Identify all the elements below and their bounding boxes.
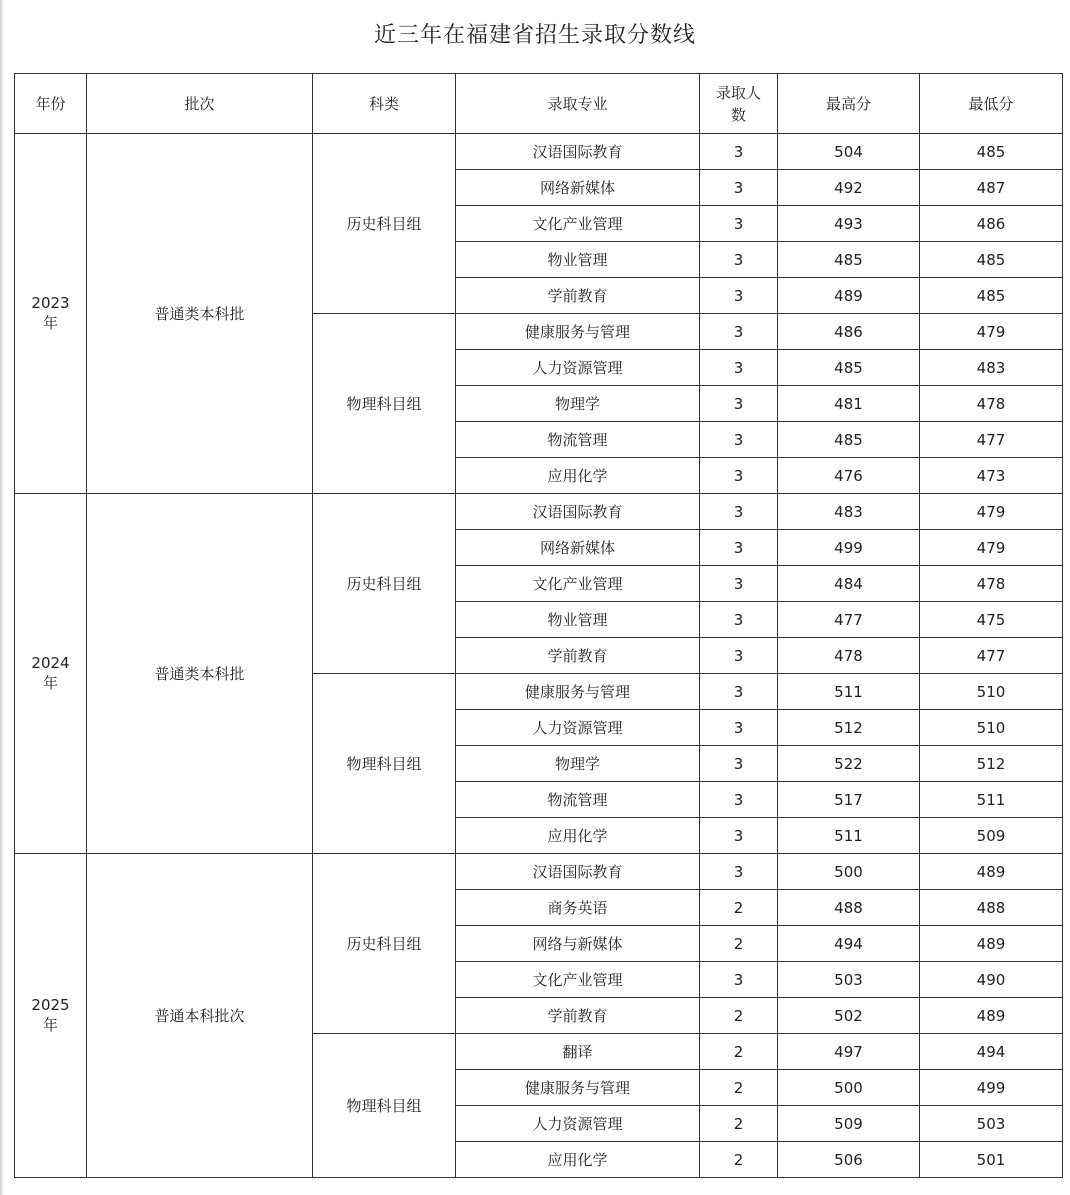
table-row — [15, 494, 1063, 530]
max-score-cell: 485 — [778, 242, 920, 278]
header-min-score: 最低分 — [920, 74, 1063, 134]
count-cell: 3 — [700, 278, 778, 314]
min-score-cell: 510 — [920, 710, 1063, 746]
count-cell: 3 — [700, 350, 778, 386]
header-batch: 批次 — [87, 74, 313, 134]
min-score-cell: 485 — [920, 134, 1063, 170]
min-score-cell: 511 — [920, 782, 1063, 818]
max-score-cell: 492 — [778, 170, 920, 206]
max-score-cell: 485 — [778, 422, 920, 458]
major-cell: 物理学 — [456, 386, 700, 422]
min-score-cell: 478 — [920, 386, 1063, 422]
min-score-cell: 488 — [920, 890, 1063, 926]
max-score-cell: 503 — [778, 962, 920, 998]
major-cell: 健康服务与管理 — [456, 1070, 700, 1106]
count-cell: 3 — [700, 458, 778, 494]
min-score-cell: 490 — [920, 962, 1063, 998]
category-cell: 物理科目组 — [313, 1034, 456, 1178]
min-score-cell: 475 — [920, 602, 1063, 638]
header-year: 年份 — [15, 74, 87, 134]
page-edge-shadow — [0, 0, 3, 1195]
count-cell: 3 — [700, 134, 778, 170]
table-body — [15, 134, 1063, 1178]
min-score-cell: 485 — [920, 278, 1063, 314]
major-cell: 翻译 — [456, 1034, 700, 1070]
major-cell: 网络新媒体 — [456, 530, 700, 566]
max-score-cell: 488 — [778, 890, 920, 926]
table-header-row — [15, 74, 1063, 134]
count-cell: 3 — [700, 386, 778, 422]
year-cell: 2025 年 — [15, 854, 87, 1178]
batch-cell: 普通类本科批 — [87, 494, 313, 854]
header-category: 科类 — [313, 74, 456, 134]
count-cell: 3 — [700, 818, 778, 854]
max-score-cell: 476 — [778, 458, 920, 494]
category-cell: 历史科目组 — [313, 854, 456, 1034]
major-cell: 文化产业管理 — [456, 962, 700, 998]
max-score-cell: 499 — [778, 530, 920, 566]
category-cell: 物理科目组 — [313, 314, 456, 494]
major-cell: 应用化学 — [456, 818, 700, 854]
table-row — [15, 854, 1063, 890]
count-cell: 3 — [700, 242, 778, 278]
year-cell: 2024 年 — [15, 494, 87, 854]
count-cell: 2 — [700, 998, 778, 1034]
max-score-cell: 486 — [778, 314, 920, 350]
max-score-cell: 494 — [778, 926, 920, 962]
min-score-cell: 489 — [920, 998, 1063, 1034]
count-cell: 2 — [700, 926, 778, 962]
batch-cell: 普通类本科批 — [87, 134, 313, 494]
max-score-cell: 504 — [778, 134, 920, 170]
count-cell: 3 — [700, 746, 778, 782]
table-row — [15, 134, 1063, 170]
major-cell: 汉语国际教育 — [456, 854, 700, 890]
major-cell: 物流管理 — [456, 782, 700, 818]
min-score-cell: 489 — [920, 926, 1063, 962]
major-cell: 学前教育 — [456, 278, 700, 314]
min-score-cell: 478 — [920, 566, 1063, 602]
min-score-cell: 485 — [920, 242, 1063, 278]
min-score-cell: 479 — [920, 530, 1063, 566]
major-cell: 商务英语 — [456, 890, 700, 926]
major-cell: 学前教育 — [456, 998, 700, 1034]
year-cell: 2023 年 — [15, 134, 87, 494]
max-score-cell: 512 — [778, 710, 920, 746]
max-score-cell: 478 — [778, 638, 920, 674]
count-cell: 3 — [700, 170, 778, 206]
category-cell: 物理科目组 — [313, 674, 456, 854]
count-cell: 3 — [700, 530, 778, 566]
major-cell: 文化产业管理 — [456, 566, 700, 602]
count-cell: 2 — [700, 1106, 778, 1142]
count-cell: 3 — [700, 854, 778, 890]
min-score-cell: 503 — [920, 1106, 1063, 1142]
header-major: 录取专业 — [456, 74, 700, 134]
count-cell: 3 — [700, 206, 778, 242]
max-score-cell: 483 — [778, 494, 920, 530]
category-cell: 历史科目组 — [313, 494, 456, 674]
count-cell: 3 — [700, 638, 778, 674]
max-score-cell: 493 — [778, 206, 920, 242]
max-score-cell: 511 — [778, 674, 920, 710]
major-cell: 网络新媒体 — [456, 170, 700, 206]
count-cell: 3 — [700, 962, 778, 998]
count-cell: 2 — [700, 890, 778, 926]
min-score-cell: 487 — [920, 170, 1063, 206]
count-cell: 3 — [700, 782, 778, 818]
max-score-cell: 522 — [778, 746, 920, 782]
max-score-cell: 485 — [778, 350, 920, 386]
major-cell: 人力资源管理 — [456, 1106, 700, 1142]
major-cell: 应用化学 — [456, 1142, 700, 1178]
max-score-cell: 497 — [778, 1034, 920, 1070]
batch-cell: 普通本科批次 — [87, 854, 313, 1178]
major-cell: 人力资源管理 — [456, 710, 700, 746]
count-cell: 3 — [700, 710, 778, 746]
page-title: 近三年在福建省招生录取分数线 — [373, 23, 696, 48]
major-cell: 汉语国际教育 — [456, 494, 700, 530]
major-cell: 学前教育 — [456, 638, 700, 674]
count-cell: 2 — [700, 1070, 778, 1106]
major-cell: 网络与新媒体 — [456, 926, 700, 962]
count-cell: 2 — [700, 1034, 778, 1070]
max-score-cell: 509 — [778, 1106, 920, 1142]
min-score-cell: 473 — [920, 458, 1063, 494]
major-cell: 文化产业管理 — [456, 206, 700, 242]
max-score-cell: 506 — [778, 1142, 920, 1178]
max-score-cell: 489 — [778, 278, 920, 314]
max-score-cell: 481 — [778, 386, 920, 422]
count-cell: 3 — [700, 494, 778, 530]
min-score-cell: 510 — [920, 674, 1063, 710]
category-cell: 历史科目组 — [313, 134, 456, 314]
max-score-cell: 511 — [778, 818, 920, 854]
header-max-score: 最高分 — [778, 74, 920, 134]
major-cell: 健康服务与管理 — [456, 674, 700, 710]
min-score-cell: 499 — [920, 1070, 1063, 1106]
min-score-cell: 489 — [920, 854, 1063, 890]
count-cell: 3 — [700, 602, 778, 638]
admission-score-table — [14, 73, 1063, 1178]
min-score-cell: 494 — [920, 1034, 1063, 1070]
max-score-cell: 477 — [778, 602, 920, 638]
count-cell: 3 — [700, 566, 778, 602]
min-score-cell: 479 — [920, 314, 1063, 350]
major-cell: 应用化学 — [456, 458, 700, 494]
major-cell: 人力资源管理 — [456, 350, 700, 386]
max-score-cell: 502 — [778, 998, 920, 1034]
count-cell: 3 — [700, 314, 778, 350]
min-score-cell: 477 — [920, 638, 1063, 674]
max-score-cell: 500 — [778, 854, 920, 890]
min-score-cell: 509 — [920, 818, 1063, 854]
major-cell: 汉语国际教育 — [456, 134, 700, 170]
max-score-cell: 500 — [778, 1070, 920, 1106]
min-score-cell: 483 — [920, 350, 1063, 386]
count-cell: 3 — [700, 674, 778, 710]
major-cell: 物业管理 — [456, 242, 700, 278]
min-score-cell: 486 — [920, 206, 1063, 242]
major-cell: 物理学 — [456, 746, 700, 782]
min-score-cell: 501 — [920, 1142, 1063, 1178]
min-score-cell: 479 — [920, 494, 1063, 530]
min-score-cell: 477 — [920, 422, 1063, 458]
major-cell: 健康服务与管理 — [456, 314, 700, 350]
header-count: 录取人 数 — [700, 74, 778, 134]
max-score-cell: 484 — [778, 566, 920, 602]
count-cell: 2 — [700, 1142, 778, 1178]
count-cell: 3 — [700, 422, 778, 458]
min-score-cell: 512 — [920, 746, 1063, 782]
major-cell: 物业管理 — [456, 602, 700, 638]
max-score-cell: 517 — [778, 782, 920, 818]
major-cell: 物流管理 — [456, 422, 700, 458]
